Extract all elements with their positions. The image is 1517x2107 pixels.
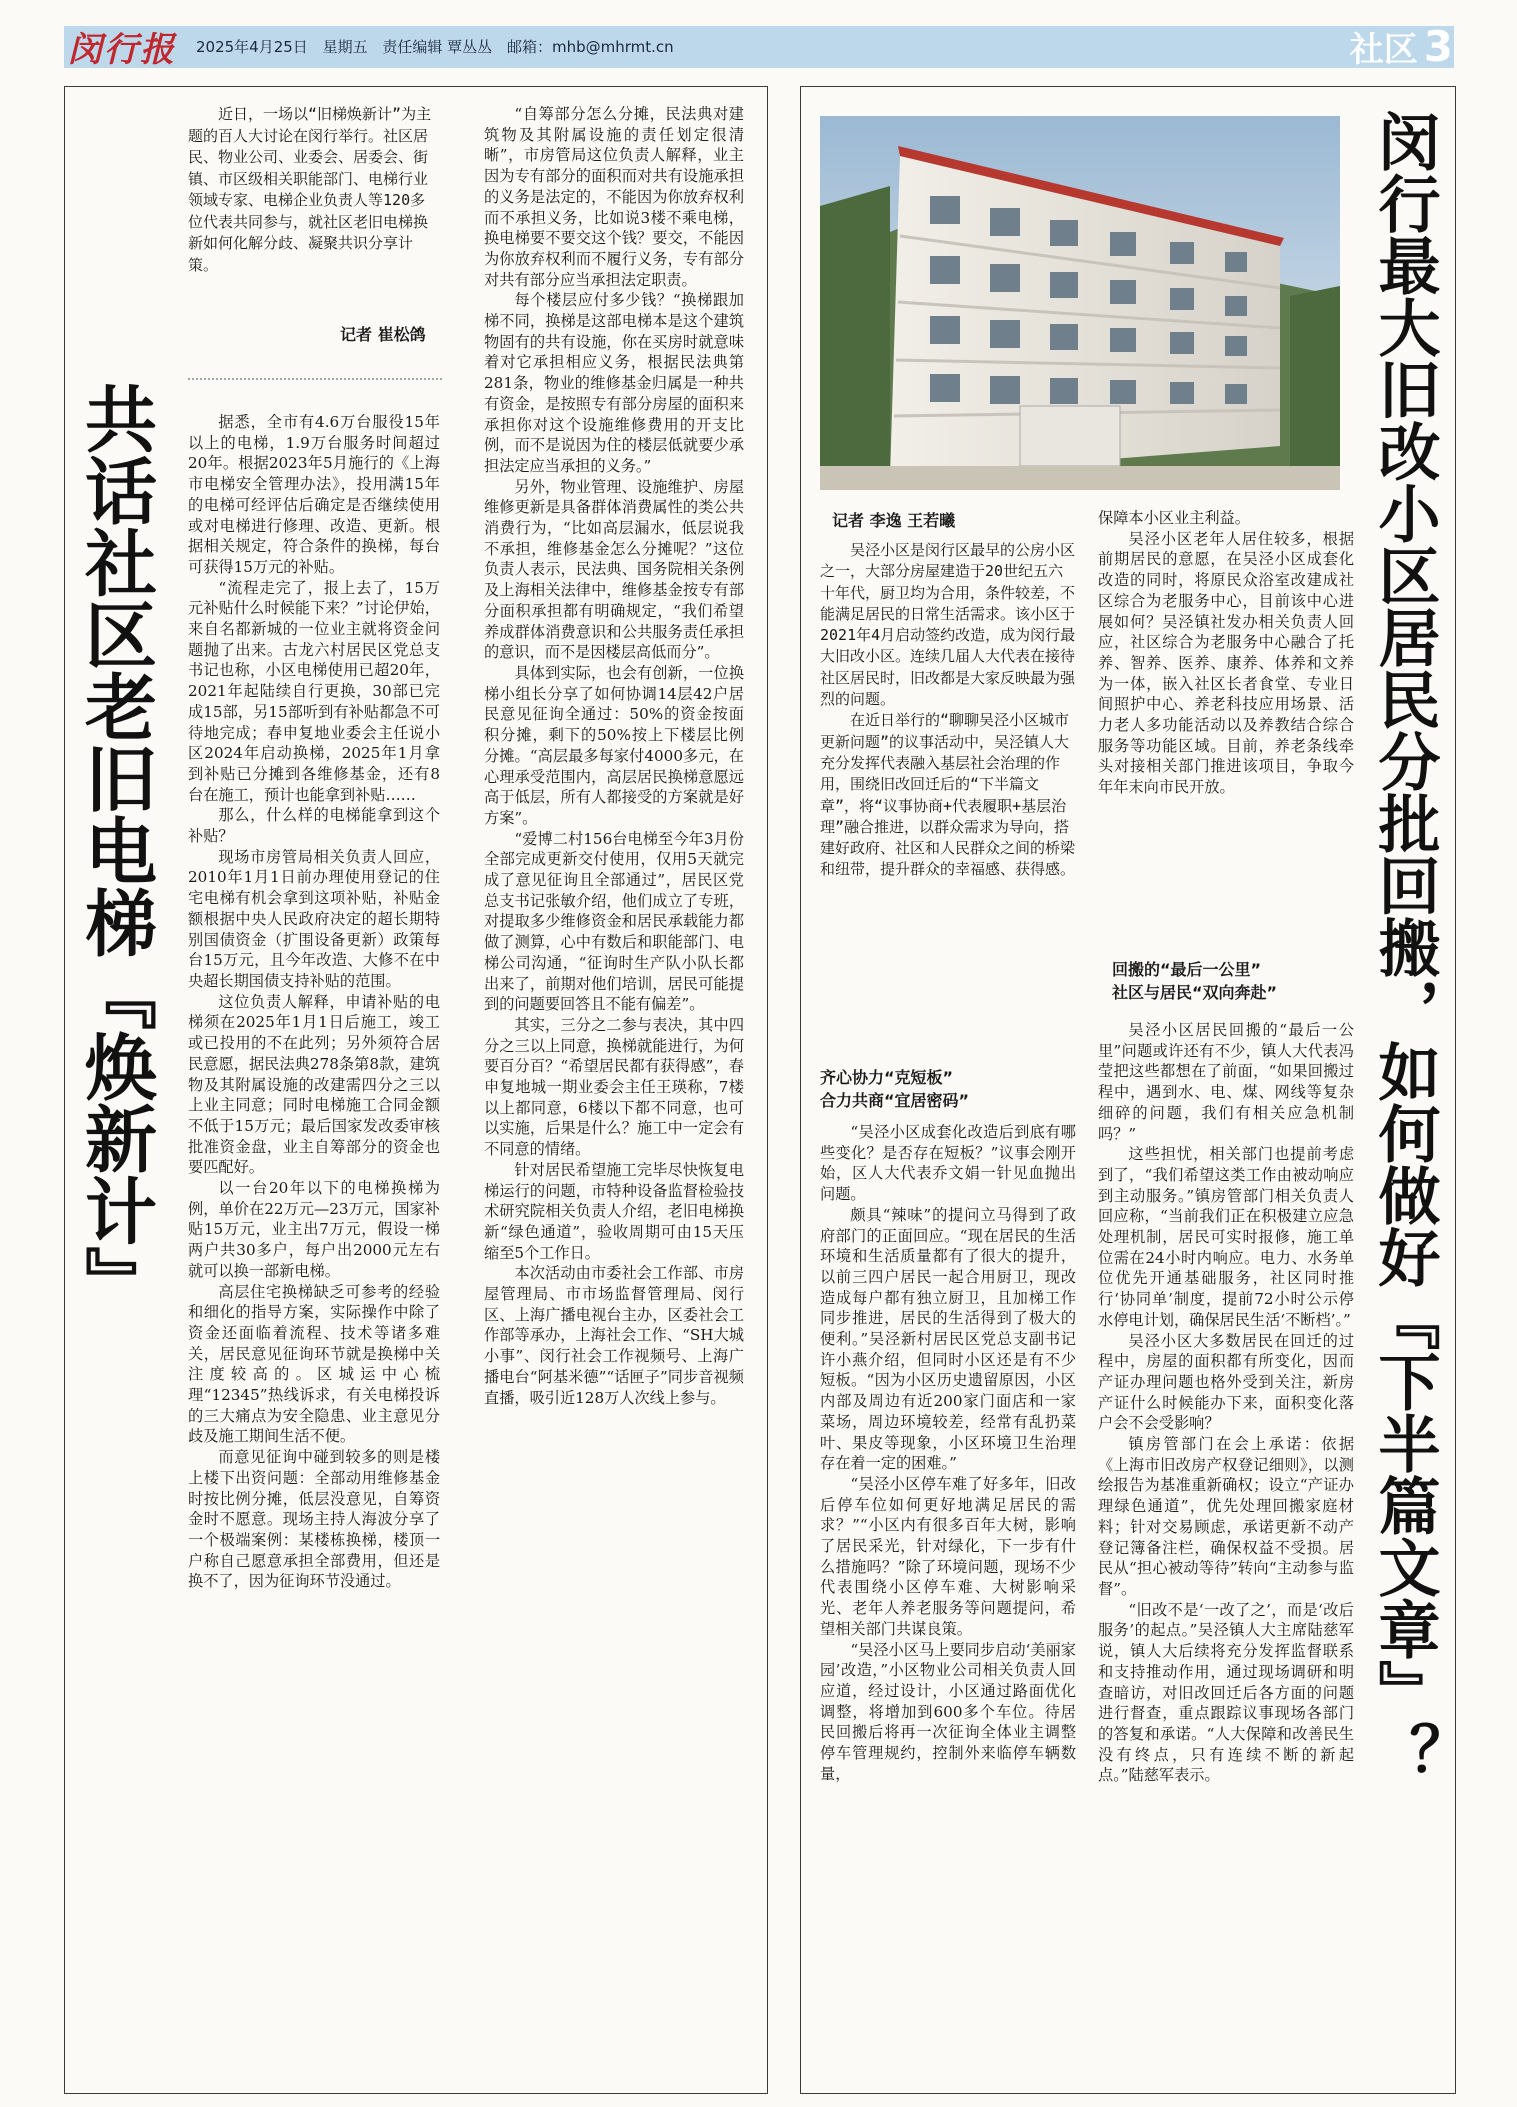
paragraph: “自筹部分怎么分摊，民法典对建筑物及其附属设施的责任划定很清晰”，市房管局这位负责人解释，业主因为专有部分的面积而对共有设施承担的义务是法定的，不能因为你放弃权利而不承担义务，比如说3楼不乘电梯，换电梯要不要交这个钱？要交，不能因为你放弃权利而不履行义务，专有部分对共有部分应当承担法定职责。 [484, 105, 744, 289]
article1-column-1 [188, 412, 440, 1592]
section-name: 社区 [1349, 30, 1418, 70]
issue-weekday: 星期五 [322, 38, 368, 56]
subhead-line: 合力共商“宜居密码” [820, 1091, 970, 1110]
paragraph: 本次活动由市委社会工作部、市房屋管理局、市市场监督管理局、闵行区、上海广播电视台主办，区委社会工作部等承办，上海社会工作、“SH大城小事”、闵行社会工作视频号、上海广播电台“阿基米德”“话匣子”同步音视频直播，吸引近128万人次线上参与。 [484, 1264, 744, 1407]
paragraph: 吴泾小区大多数居民在回迁的过程中，房屋的面积都有所变化，因而产证办理问题也格外受到关注，新房产证什么时候能办下来，面积变化落户会不会受影响？ [1098, 1331, 1354, 1433]
article2-title: 闵行最大旧改小区居民分批回搬，如何做好『下半篇文章』？ [1368, 110, 1441, 1784]
section-label [1350, 22, 1453, 71]
paragraph: “吴泾小区停车难了好多年，旧改后停车位如何更好地满足居民的需求？”“小区内有很多百年大树，影响了居民采光，针对绿化，下一步有什么措施吗？”除了环境问题，现场不少代表围绕小区停车难、大树影响采光、老年人养老服务等问题提问，希望相关部门共谋良策。 [820, 1474, 1076, 1638]
paragraph: 具体到实际，也会有创新，一位换梯小组长分享了如何协调14层42户居民意见征询全通过：50%的资金按面积分摊，剩下的50%按上下楼层比例分摊。“高层最多每家付4000多元，在心理承受范围内，高层居民换梯意愿远高于低层，所有人都接受的方案就是好方案”。 [484, 663, 744, 827]
article2-column-2b [1098, 1020, 1354, 1786]
subhead-line: 回搬的“最后一公里” [1112, 960, 1262, 979]
contact-email: 邮箱：mhb@mhrmt.cn [506, 38, 674, 56]
subhead-line: 齐心协力“克短板” [820, 1068, 954, 1087]
page-number: 3 [1423, 22, 1453, 71]
paragraph: 在近日举行的“聊聊吴泾小区城市更新问题”的议事活动中，吴泾镇人大充分发挥代表融入基层社会治理的作用，围绕旧改回迁后的“下半篇文章”，将“议事协商+代表履职+基层治理”融合推进，以群众需求为导向，搭建好政府、社区和人民群众之间的桥梁和纽带，提升群众的幸福感、获得感。 [820, 711, 1076, 879]
paragraph: 颇具“辣味”的提问立马得到了政府部门的正面回应。“现在居民的生活环境和生活质量都有了很大的提升，以前三四户居民一起合用厨卫，现改造成每户都有独立厨卫，且加梯工作同步推进，居民的生活得到了极大的便利。”吴泾新村居民区党总支副书记许小燕介绍，但同时小区还是有不少短板。“因为小区历史遗留原因，小区内部及周边有近200家门面店和一家菜场，周边环境较差，经常有乱扔菜叶、果皮等现象，小区环境卫生治理存在着一定的困难。” [820, 1205, 1076, 1473]
article2-subhead-1 [820, 1066, 1076, 1112]
paragraph: 以一台20年以下的电梯换梯为例，单价在22万元—23万元，国家补贴15万元，业主出7万元，假设一梯两户共30多户，每户出2000元左右就可以换一部新电梯。 [188, 1179, 440, 1280]
paragraph: 保障本小区业主利益。 [1098, 509, 1250, 527]
masthead-info [196, 36, 684, 57]
building-photo [820, 116, 1340, 490]
article1-lead [188, 104, 440, 276]
newspaper-logo: 闵行报 [68, 30, 176, 70]
article1-lead-text: 近日，一场以“旧梯焕新计”为主题的百人大讨论在闵行举行。社区居民、物业公司、业委会、居委会、街镇、市区级相关职能部门、电梯行业领域专家、电梯企业负责人等120多位代表共同参与，就社区老旧电梯换新如何化解分歧、凝聚共识分享计策。 [188, 105, 432, 274]
paragraph: 而意见征询中碰到较多的则是楼上楼下出资问题：全部动用维修基金时按比例分摊，低层没意见，自筹资金时不愿意。现场主持人海波分享了一个极端案例：某楼栋换梯，楼顶一户称自己愿意承担全部费用，但还是换不了，因为征询环节没通过。 [188, 1448, 440, 1591]
lead-divider [188, 378, 442, 380]
article2-column-2a [1098, 508, 1354, 798]
paragraph: 吴泾小区是闵行区最早的公房小区之一，大部分房屋建造于20世纪五六十年代，厨卫均为合用，条件较差，不能满足居民的日常生活需求。该小区于2021年4月启动签约改造，成为闵行最大旧改小区。连续几届人大代表在接待社区居民时，旧改都是大家反映最为强烈的问题。 [820, 541, 1076, 709]
issue-date: 2025年4月25日 [196, 38, 308, 56]
article2-column-1 [820, 1122, 1076, 1785]
paragraph: 现场市房管局相关负责人回应，2010年1月1日前办理使用登记的住宅电梯有机会拿到这项补贴，补贴金额根据中央人民政府决定的超长期特别国债资金（扩围设备更新）政策每台15万元，且今年改造、大修不在中央超长期国债支持补贴的范围。 [188, 847, 440, 990]
responsible-editor: 责任编辑 覃丛丛 [382, 38, 493, 56]
paragraph: 这些担忧，相关部门也提前考虑到了，“我们希望这类工作由被动响应到主动服务。”镇房管部门相关负责人回应称，“当前我们正在积极建立应急处理机制，居民可实时报修，施工单位需在24小时内响应。电力、水务单位优先开通基础服务，社区同时推行‘协同单’制度，提前72小时公示停水停电计划，确保居民生活‘不断档’。” [1098, 1145, 1354, 1329]
paragraph: 吴泾小区老年人居住较多，根据前期居民的意愿，在吴泾小区成套化改造的同时，将原民众浴室改建成社区综合为老服务中心，目前该中心进展如何？吴泾镇社发办相关负责人回应，社区综合为老服务中心融合了托养、智养、医养、康养、体养和文养为一体，嵌入社区长者食堂、专业日间照护中心、养老科技应用场景、活力老人多功能活动以及养教结合综合服务等功能区域。目前，养老条线牵头对接相关部门推进该项目，争取今年年末向市民开放。 [1098, 529, 1354, 797]
article2-subhead-2 [1112, 958, 1352, 1004]
paragraph: 针对居民希望施工完毕尽快恢复电梯运行的问题，市特种设备监督检验技术研究院相关负责人介绍，老旧电梯换新“绿色通道”，验收周期可由15天压缩至5个工作日。 [484, 1160, 744, 1262]
article2-lead [820, 540, 1076, 881]
article1-reporter: 记者 崔松鸽 [340, 325, 426, 344]
paragraph: 据悉，全市有4.6万台服役15年以上的电梯，1.9万台服务时间超过20年。根据2023年5月施行的《上海市电梯安全管理办法》，投用满15年的电梯可经评估后确定是否继续使用或对电梯进行修理、改造、更新。根据相关规定，符合条件的换梯，每台可获得15万元的补贴。 [188, 413, 440, 576]
article1-title: 共话社区老旧电梯『焕新计』 [73, 382, 157, 1318]
paragraph: 镇房管部门在会上承诺：依据《上海市旧改房产权登记细则》，以测绘报告为基准重新确权；设立“产证办理绿色通道”，优先处理回搬家庭材料；针对交易顾虑，承诺更新不动产登记簿备注栏，确保权益不受损。居民从“担心被动等待”转向“主动参与监督”。 [1098, 1435, 1354, 1598]
paragraph: 吴泾小区居民回搬的“最后一公里”问题或许还有不少，镇人大代表冯莹把这些都想在了前面，“如果回搬过程中，遇到水、电、煤、网线等复杂细碎的问题，我们有相关应急机制吗？” [1098, 1021, 1354, 1143]
paragraph: “旧改不是‘一改了之’，而是‘改后服务’的起点。”吴泾镇人大主席陆慈军说，镇人大后续将充分发挥监督联系和支持推动作用，通过现场调研和明查暗访，对旧改回迁后各方面的问题进行督查，重点跟踪议事现场各部门的答复和承诺。“人大保障和改善民生没有终点，只有连续不断的新起点。”陆慈军表示。 [1098, 1600, 1354, 1785]
paragraph: 这位负责人解释，申请补贴的电梯须在2025年1月1日后施工，竣工或已投用的不在此列；另外须符合居民意愿，据民法典278条第8款，建筑物及其附属设施的改建需四分之三以上业主同意；同时电梯施工合同金额不低于15万元；最后国家发改委审核批准资金盘，业主自筹部分的资金也要匹配好。 [188, 992, 440, 1177]
subhead-line: 社区与居民“双向奔赴” [1112, 983, 1278, 1002]
paragraph: “爱博二村156台电梯至今年3月份全部完成更新交付使用，仅用5天就完成了意见征询且全部通过”，居民区党总支书记张敏介绍，他们成立了专班，对提取多少维修资金和居民承载能力都做了测算，心中有数后和职能部门、电梯公司沟通，“征询时生产队小队长都出来了，前期对他们培训，居民可能提到的问题要回答且不能有偏差”。 [484, 829, 744, 1014]
paragraph: 其实，三分之二参与表决，其中四分之三以上同意，换梯就能进行，为何要百分百？“希望居民都有获得感”，春申复地城一期业委会主任王瑛称，7楼以上都同意，6楼以下都不同意，也可以实施，后果是什么？施工中一定会有不同意的情绪。 [484, 1015, 744, 1159]
paragraph: 高层住宅换梯缺乏可参考的经验和细化的指导方案，实际操作中除了资金还面临着流程、技术等诸多难关，居民意见征询环节就是换梯中关注度较高的。区城运中心梳理“12345”热线诉求，有关电梯投诉的三大痛点为安全隐患、业主意见分歧及施工期间生活不便。 [188, 1282, 440, 1446]
paragraph: 另外，物业管理、设施维护、房屋维修更新是具备群体消费属性的类公共消费行为，“比如高层漏水，低层说我不承担，维修基金怎么分摊呢？”这位负责人表示，民法典、国务院相关条例及上海相关法律中，维修基金按专有部分面积承担都有明确规定，“我们希望养成群体消费意识和公共服务责任承担的意识，而不是因楼层高低而分”。 [484, 477, 744, 662]
apartment-building-image [820, 116, 1340, 490]
article2-reporter: 记者 李逸 王若曦 [832, 511, 956, 530]
paragraph: 每个楼层应付多少钱？“换梯跟加梯不同，换梯是这部电梯本是这个建筑物固有的共有设施，你在买房时就意味着对它承担相应义务，根据民法典第281条，物业的维修基金归属是一种共有资金，是按照专有部分房屋的面积来承担你对这个设施维修费用的开支比例，而不是说因为住的楼层低就要少承担法定应当承担的义务。” [484, 291, 744, 475]
paragraph: 那么，什么样的电梯能拿到这个补贴？ [188, 806, 440, 846]
paragraph: “流程走完了，报上去了，15万元补贴什么时候能下来？”讨论伊始，来自名都新城的一位业主就将资金问题抛了出来。古龙六村居民区党总支书记也称，小区电梯使用已超20年，2021年起陆续自行更换，30部已完成15部，另15部听到有补贴都急不可待地完成；春申复地业委会主任说小区2024年启动换梯，2025年1月拿到补贴已分摊到各维修基金，还有8台在施工，预计也能拿到补贴…… [188, 578, 440, 804]
paragraph: “吴泾小区成套化改造后到底有哪些变化？是否存在短板？”议事会刚开始，区人大代表乔文娟一针见血抛出问题。 [820, 1123, 1076, 1204]
paragraph: “吴泾小区马上要同步启动‘美丽家园’改造，”小区物业公司相关负责人回应道，经过设计，小区通过路面优化调整，将增加到600多个车位。待居民回搬后将再一次征询全体业主调整停车管理规约，控制外来临停车辆数量， [820, 1640, 1076, 1783]
article1-column-2 [484, 104, 744, 1408]
